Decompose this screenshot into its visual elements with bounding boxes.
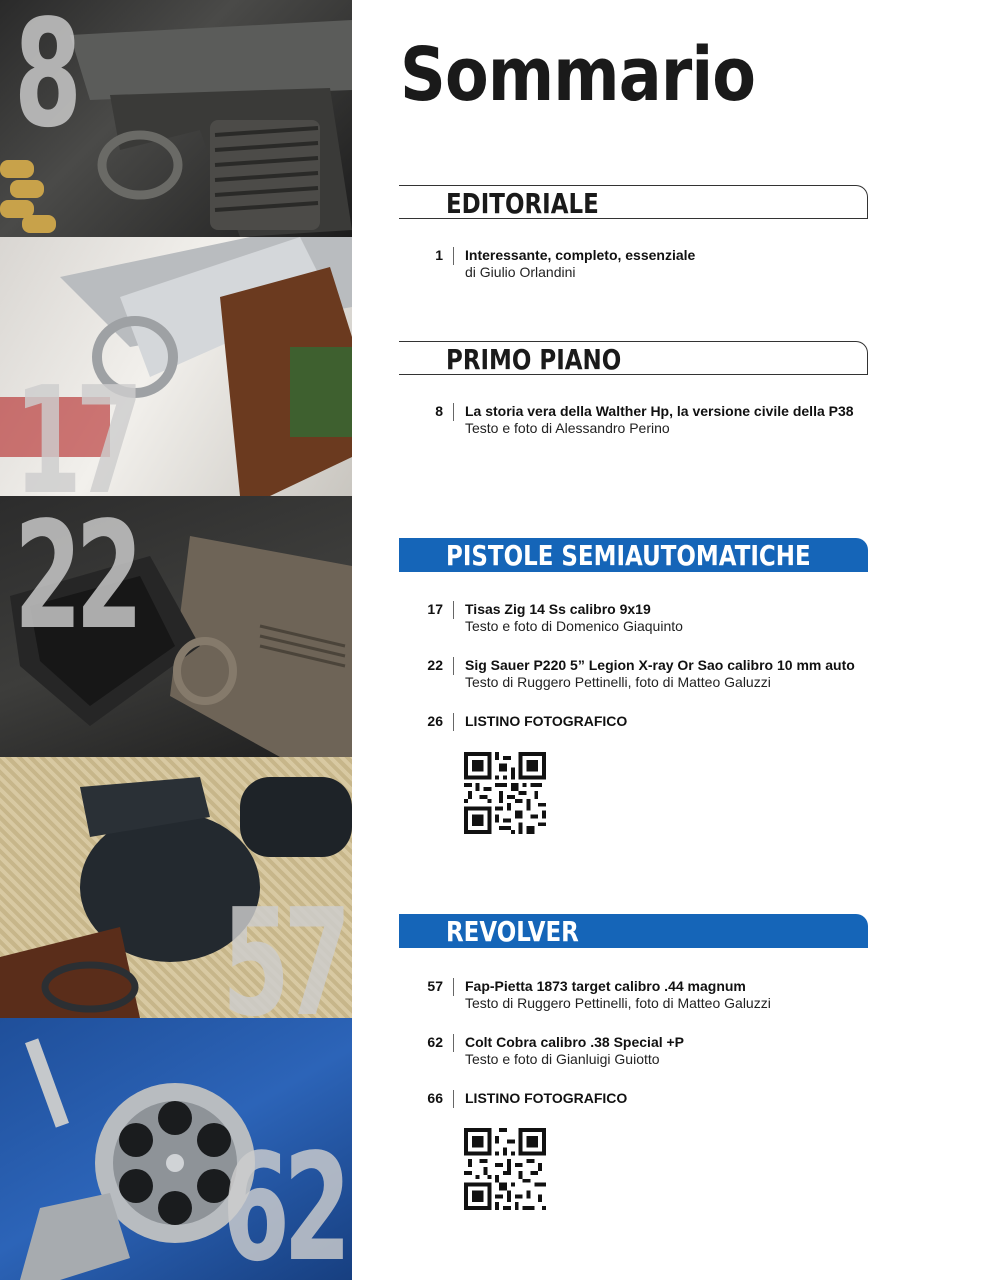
toc-page-number: 26 <box>427 713 443 729</box>
toc-article-title: Fap-Pietta 1873 target calibro .44 magnum <box>465 978 746 994</box>
photo-colt-cobra-revolver <box>0 1018 352 1280</box>
toc-entry[interactable] <box>400 246 960 286</box>
photo-page-number: 17 <box>14 355 137 496</box>
photo-page-number: 57 <box>222 877 345 1018</box>
photo-tisas-pistol <box>0 237 352 496</box>
toc-article-title: Tisas Zig 14 Ss calibro 9x19 <box>465 601 651 617</box>
qr-code-listino-revolver[interactable] <box>464 1128 546 1210</box>
toc-article-title: La storia vera della Walther Hp, la versione civile della P38 <box>465 403 854 419</box>
toc-separator <box>453 978 454 996</box>
page-title: Sommario <box>400 32 756 118</box>
toc-separator <box>453 247 454 265</box>
photo-sig-sauer-pistol <box>0 496 352 757</box>
toc-article-title: LISTINO FOTOGRAFICO <box>465 1090 628 1106</box>
section-header-editoriale <box>399 185 868 219</box>
toc-separator <box>453 601 454 619</box>
toc-page-number: 66 <box>427 1090 443 1106</box>
section-header-pistole-semiautomatiche <box>399 538 868 572</box>
section-header-label: REVOLVER <box>446 915 579 948</box>
section-header-revolver <box>399 914 868 948</box>
toc-article-credit: Testo e foto di Domenico Giaquinto <box>465 618 683 634</box>
toc-article-credit: di Giulio Orlandini <box>465 264 576 280</box>
section-header-label: PISTOLE SEMIAUTOMATICHE <box>446 539 811 572</box>
toc-article-credit: Testo e foto di Alessandro Perino <box>465 420 670 436</box>
toc-article-title: Interessante, completo, essenziale <box>465 247 696 263</box>
toc-page-number: 17 <box>427 601 443 617</box>
photo-fap-pietta-revolver <box>0 757 352 1018</box>
toc-separator <box>453 1034 454 1052</box>
toc-page-number: 22 <box>427 657 443 673</box>
toc-article-title: LISTINO FOTOGRAFICO <box>465 713 628 729</box>
toc-entry[interactable] <box>400 1089 960 1129</box>
toc-separator <box>453 1090 454 1108</box>
toc-page-number: 57 <box>427 978 443 994</box>
section-header-primo-piano <box>399 341 868 375</box>
photo-walther-pistol <box>0 0 352 237</box>
toc-entry[interactable] <box>400 1033 960 1073</box>
photo-page-number: 22 <box>14 496 137 662</box>
toc-article-credit: Testo di Ruggero Pettinelli, foto di Matteo Galuzzi <box>465 674 771 690</box>
photo-page-number: 8 <box>14 0 76 160</box>
toc-entry[interactable] <box>400 977 960 1017</box>
toc-entry[interactable] <box>400 402 960 442</box>
toc-article-title: Colt Cobra calibro .38 Special +P <box>465 1034 685 1050</box>
photo-page-number: 62 <box>222 1122 345 1280</box>
toc-separator <box>453 713 454 731</box>
toc-article-credit: Testo di Ruggero Pettinelli, foto di Matteo Galuzzi <box>465 995 771 1011</box>
toc-separator <box>453 657 454 675</box>
section-header-label: PRIMO PIANO <box>446 343 622 376</box>
toc-entry[interactable] <box>400 600 960 640</box>
toc-page-number: 1 <box>435 247 443 263</box>
toc-entry[interactable] <box>400 656 960 696</box>
toc-article-title: Sig Sauer P220 5” Legion X-ray Or Sao calibro 10 mm auto <box>465 657 855 673</box>
photo-column <box>0 0 352 1280</box>
toc-article-credit: Testo e foto di Gianluigi Guiotto <box>465 1051 660 1067</box>
toc-page-number: 62 <box>427 1034 443 1050</box>
toc-entry[interactable] <box>400 712 960 752</box>
toc-page-number: 8 <box>435 403 443 419</box>
section-header-label: EDITORIALE <box>446 187 599 220</box>
qr-code-listino-pistole[interactable] <box>464 752 546 834</box>
toc-separator <box>453 403 454 421</box>
